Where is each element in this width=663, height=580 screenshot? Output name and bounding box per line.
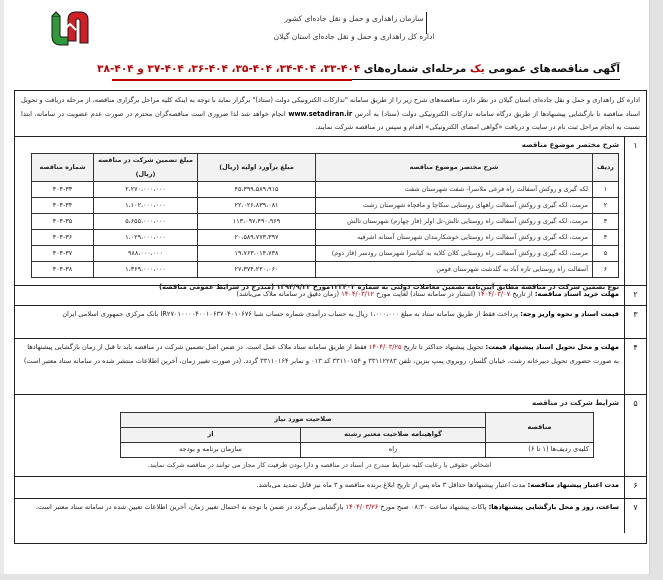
cell-index: ۳ (593, 214, 619, 230)
end-date: ۱۴۰۴/۰۳/۱۲ (341, 290, 374, 298)
section-body (15, 339, 624, 394)
cell-estimate: ۲۲،۰۲۶،۸۳۹،۰۸۱ (198, 198, 316, 214)
section-text: بازگشایی می‌گردد در ضمن با توجه به احتمال تغییر زمان، آخرین اطلاعات تعیین شده در سامانه ستاد معتبر است. (35, 503, 346, 511)
cell-estimate: ۱۱۳،۰۹۷،۴۹۰،۹۶۹ (198, 214, 316, 230)
section-6 (15, 477, 646, 499)
section-number: ۱ (624, 137, 646, 285)
table-header-row (32, 154, 619, 182)
section-text: از تاریخ (510, 290, 533, 298)
title-underline (112, 79, 352, 81)
cell-estimate: ۲۰،۵۸۹،۷۷۳،۳۹۷ (198, 230, 316, 246)
section-text: فقط از طریق سامانه ستاد ملاک عمل است. در ضمن اصل تضمین شرکت در مناقصه باید تا قبل از زمان بازگشایی پیشنهادها به صورت حضوری تحویل دبیرخانه رشت، خیابان گلسار، روبروی پمپ بنزین، تلفن ۳۳۱۱۲۲۸۳ و ۳۳۱۱۰۱۵۴ کد ۰۱۳ و نمابر ۳۳۱۱۰۱۶۴ گردد. (در صورت تغییر زمان، آخرین اطلاعات منتشر شده در سامانه ستاد معتبر است) (23, 343, 619, 365)
section-body (15, 306, 624, 338)
cell-description: مرمت، لکه گیری و روکش آسفالت راه روستایی کلان کلایه به کیاسرا شهرستان رودسر (فاز دوم) (316, 246, 593, 262)
section-label: مهلت خرید اسناد مناقصه: (532, 290, 619, 298)
col-header-required-qualification: صلاحیت مورد نیاز (121, 413, 486, 428)
table-row (121, 443, 594, 458)
intro-text-1: اداره کل راهداری و حمل و نقل جاده‌ای استان گیلان در نظر دارد، مناقصه‌های شرح زیر را از طریق سامانه "تدارکات الکترونیکی دولت (ستاد)" برگزار نماید با توجه به اینکه کلیه مراحل برگزاری مناقصه، از مرحله دریافت و تحویل اسناد مناقصه تا بازگشایی پیشنهادها از طریق درگاه سامانه تدارکات الکترونیکی دولت (ستاد) به آدرس (21, 96, 640, 118)
section-5 (15, 395, 646, 477)
title-highlight: یک (469, 63, 485, 75)
table-row (32, 246, 619, 262)
col-header-guarantee: مبلغ تضمین شرکت در مناقصه (ریال) (94, 154, 198, 182)
col-header-estimate: مبلغ برآورد اولیه (ریال) (198, 154, 316, 182)
cell-description: مرمت، لکه گیری و روکش آسفالت راه روستایی تالش-تل اولر (فاز چهارم) شهرستان تالش (316, 214, 593, 230)
section-number: ۴ (624, 339, 646, 394)
col-header-certificate: گواهینامه صلاحیت معتبر رشته (301, 428, 486, 443)
intro-paragraph (15, 91, 646, 137)
org-name-national: سازمان راهداری و حمل و نقل جاده‌ای کشور (284, 14, 424, 23)
organization-block (254, 10, 454, 46)
setad-url-link[interactable]: www.setadiran.ir (288, 109, 353, 118)
cell-index: ۱ (593, 182, 619, 198)
cell-tender-number: ۴۰۴-۳۴ (32, 198, 94, 214)
cell-description: مرمت، لکه گیری و روکش آسفالت راههای روستایی سکاچا و مافچاه شهرستان رشت (316, 198, 593, 214)
table-header-row (121, 413, 594, 428)
cell-estimate: ۴۵،۳۹۹،۵۸۹،۹۱۵ (198, 182, 316, 198)
section-number: ۵ (624, 395, 646, 476)
start-date: ۱۴۰۴/۰۳/۰۷ (477, 290, 511, 298)
col-header-index: ردیف (593, 154, 619, 182)
section-text: (زمان دقیق در سامانه ملاک می‌باشد) (236, 290, 342, 298)
table-row (32, 214, 619, 230)
section-3 (15, 306, 646, 339)
cell-tender-number: ۴۰۴-۳۳ (32, 182, 94, 198)
org-name-provincial: اداره کل راهداری و حمل و نقل جاده‌ای استان گیلان (273, 32, 435, 41)
col-header-issuer: از (121, 428, 301, 443)
intro-text-2: انجام خواهد شد لذا ضروری است مناقصه‌گران محترم در صورت عدم عضویت در سامانه، ابتدا نسبت به انجام مراحل ثبت نام در سایت و دریافت «گواهی امضای الکترونیکی» اقدام و سپس در مناقصه شرکت نمایند. (21, 109, 640, 131)
section-label: قیمت اسناد و نحوه واریز وجه: (517, 310, 619, 318)
document-page (4, 0, 649, 574)
section-body (15, 395, 624, 476)
cell-description: آسفالت راه روستایی تازه آباد به گلدشت شهرستان فومن (316, 262, 593, 278)
deadline-date: ۱۴۰۴/۰۳/۲۵ (368, 343, 402, 351)
cell-estimate: ۱۹،۷۶۳،۰۱۴،۷۳۸ (198, 246, 316, 262)
guarantee-type-note: نوع تضمین شرکت در مناقصه مطابق آیین‌نامه تضمین معاملات دولتی به شماره ۱۲۳۴۰۲مورخ ۱۳۹۴/۹/۲۲ (مندرج در شرایط عمومی مناقصه) (158, 283, 619, 291)
cell-tender-number: ۴۰۴-۳۸ (32, 262, 94, 278)
announcement-frame (14, 90, 647, 544)
section-number: ۶ (624, 477, 646, 498)
scrollbar[interactable] (649, 0, 663, 580)
cell-description: لکه گیری و روکش آسفالت راه فرعی ملاسرا- شفت شهرستان شفت (316, 182, 593, 198)
section-label: ساعت، روز و محل بازگشایی پیشنهادها: (486, 503, 619, 511)
page-title (97, 60, 620, 80)
cell-guarantee: ۱،۱۰۲،۰۰۰،۰۰۰ (94, 198, 198, 214)
conditions-table (120, 412, 594, 458)
table-row (32, 230, 619, 246)
cell-tender-number: ۴۰۴-۳۶ (32, 230, 94, 246)
cell-guarantee: ۱،۳۶۹،۰۰۰،۰۰۰ (94, 262, 198, 278)
section-body (15, 286, 624, 305)
section-label: مدت اعتبار پیشنهاد مناقصه: (525, 481, 619, 489)
bottom-edge (0, 574, 663, 580)
col-header-tender-number: شماره مناقصه (32, 154, 94, 182)
section-text: تحویل پیشنهاد حداکثر تا تاریخ (401, 343, 484, 351)
section-label: مهلت و محل تحویل اسناد پیشنهاد قیمت: (483, 343, 619, 351)
cell-estimate: ۲۷،۳۷۴،۲۲۰،۰۶۰ (198, 262, 316, 278)
cell-guarantee: ۲،۲۷۰،۰۰۰،۰۰۰ (94, 182, 198, 198)
opening-date: ۱۴۰۴/۰۳/۲۶ (345, 503, 379, 511)
title-tender-numbers: ۴۰۴-۳۳، ۴۰۴-۳۴، ۴۰۴-۳۵، ۴۰۴-۳۶، ۴۰۴-۳۷ و ۴۰۴-۳۸ (97, 63, 361, 75)
section-title: شرایط شرکت در مناقصه (532, 399, 619, 407)
cell-description: مرمت، لکه گیری و روکش آسفالت راه روستایی خوشکاربندان شهرستان آستانه اشرفیه (316, 230, 593, 246)
section-body (15, 499, 624, 533)
table-row (32, 198, 619, 214)
cell-index: ۶ (593, 262, 619, 278)
section-text: پرداخت فقط از طریق سامانه ستاد به مبلغ ۱،۰۰۰،۰۰۰ ریال به حساب درآمدی شماره حساب شبا IR۲۷۰۱۰۰۰۰۴۰۰۱۰۶۳۷۰۴۰۱۰۶۷۶ بانک مرکزی جمهوری اسلامی ایران (62, 310, 518, 318)
cell-index: ۲ (593, 198, 619, 214)
col-header-description: شرح مختصر موضوع مناقصه (316, 154, 593, 182)
rahdari-logo-icon (48, 8, 92, 48)
cell-issuer: سازمان برنامه و بودجه (121, 443, 301, 458)
section-text: مدت اعتبار پیشنهادها حداقل ۳ ماه پس از تاریخ ابلاغ برنده مناقصه و ۳ ماه نیز قابل تمدید می‌باشد. (256, 481, 526, 489)
cell-tender-number: ۴۰۴-۳۵ (32, 214, 94, 230)
cell-tender: کلیه‌ی ردیف‌ها (۱ تا ۶) (486, 443, 594, 458)
col-header-tender: مناقصه (486, 413, 594, 443)
title-part-1: آگهی مناقصه‌های عمومی (484, 63, 620, 75)
section-text: پاکات پیشنهاد ساعت ۰۸:۳۰ صبح مورخ (378, 503, 487, 511)
conditions-note: اشخاص حقوقی با رعایت کلیه شرایط مندرج در اسناد در مناقصه و دارا بودن ظرفیت کار مجاز می توانند در مناقصه شرکت نمایند. (147, 461, 492, 469)
title-part-3: مرحله‌ای شماره‌های (360, 63, 470, 75)
section-7 (15, 499, 646, 533)
cell-guarantee: ۵،۶۵۵،۰۰۰،۰۰۰ (94, 214, 198, 230)
cell-index: ۵ (593, 246, 619, 262)
cell-index: ۴ (593, 230, 619, 246)
section-body (15, 137, 624, 291)
section-number: ۳ (624, 306, 646, 338)
section-body (15, 477, 624, 498)
section-2 (15, 286, 646, 306)
section-number: ۷ (624, 499, 646, 533)
section-title: شرح مختصر موضوع مناقصه (521, 141, 619, 149)
section-number: ۲ (624, 286, 646, 305)
section-4 (15, 339, 646, 395)
section-text: (انتشار در سامانه ستاد) لغایت مورخ (373, 290, 478, 298)
table-row (32, 262, 619, 278)
tender-table (31, 153, 619, 278)
cell-guarantee: ۹۸۸،۰۰۰،۰۰۰ (94, 246, 198, 262)
table-row (32, 182, 619, 198)
cell-certificate: راه (301, 443, 486, 458)
cell-tender-number: ۴۰۴-۳۷ (32, 246, 94, 262)
section-1 (15, 137, 646, 291)
cell-guarantee: ۱،۰۲۹،۰۰۰،۰۰۰ (94, 230, 198, 246)
